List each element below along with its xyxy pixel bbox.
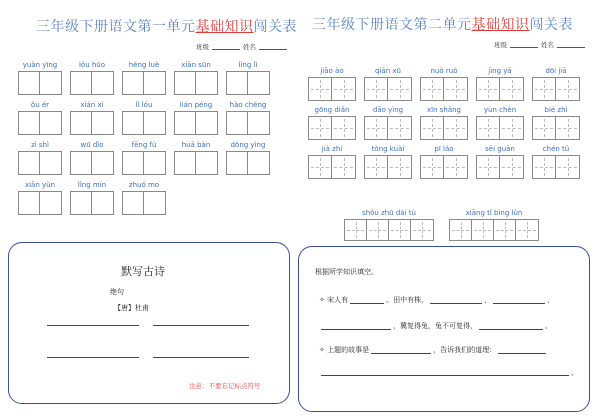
write-box[interactable] [248,152,269,174]
answer-blank[interactable] [479,322,543,330]
pinyin-label: héng luè [128,61,160,69]
write-box[interactable] [196,112,217,134]
write-box[interactable] [71,72,92,94]
write-box[interactable] [196,72,217,94]
pinyin-label: xiān yùn [24,181,56,189]
poem-answer-line[interactable] [47,357,139,358]
answer-blank[interactable] [498,346,546,354]
pinyin-label: shǒu zhū dài tù [362,209,416,217]
write-box[interactable] [123,192,144,214]
left-word-1-4 [174,60,218,95]
left-word-3-5 [226,140,270,175]
pinyin-label: dōi jiā [545,67,567,75]
right-word-1-4 [476,66,524,101]
left-worksheet-title: 三年级下册语文第一单元基础知识闯关表 [36,19,297,35]
write-box[interactable] [472,220,494,240]
right-word-2-3 [420,105,468,140]
write-box[interactable] [365,78,388,100]
pinyin-label: sēi guān [485,145,515,153]
write-box[interactable] [144,192,165,214]
fill-in-card [298,246,590,412]
left-pinyin-grid [18,60,270,215]
question-3-answer-line[interactable] [321,375,569,376]
left-word-3-4 [174,140,218,175]
pinyin-label: zì shì [31,141,49,149]
left-word-1-2 [70,60,114,95]
pinyin-label: bié zhì [544,106,568,114]
write-box[interactable] [389,220,411,240]
write-box[interactable] [309,156,332,178]
poem-card-heading: 默写古诗 [121,265,165,278]
write-box[interactable] [71,112,92,134]
right-word-2-2 [364,105,412,140]
write-box[interactable] [19,72,40,94]
write-box[interactable] [92,72,113,94]
right-idiom-1 [344,208,434,241]
left-word-2-1 [18,100,62,135]
pinyin-label: yùn chèn [483,106,517,114]
write-box[interactable] [411,220,433,240]
pinyin-label: ǒu ér [30,101,50,109]
write-box[interactable] [444,117,467,139]
write-box[interactable] [144,72,165,94]
write-box[interactable] [421,117,444,139]
write-box[interactable] [421,156,444,178]
left-word-4-1 [18,180,62,215]
left-word-3-1 [18,140,62,175]
write-box[interactable] [365,117,388,139]
write-box[interactable] [388,117,411,139]
write-box[interactable] [309,78,332,100]
write-box[interactable] [227,72,248,94]
write-box[interactable] [175,112,196,134]
right-pinyin-grid [308,66,580,179]
pinyin-label: lián péng [179,101,213,109]
poem-card [8,242,290,404]
right-word-1-3 [420,66,468,101]
left-word-2-2 [70,100,114,135]
write-box[interactable] [175,72,196,94]
write-box[interactable] [365,156,388,178]
pinyin-label: dōng yìng [230,141,266,149]
answer-blank[interactable] [350,296,384,304]
right-idiom-2 [449,208,539,241]
right-word-2-1 [308,105,356,140]
question-1: ✧ 宋人有 。田中有株， ， ， [319,296,555,304]
pinyin-label: chén tǔ [542,145,570,153]
write-box[interactable] [19,192,40,214]
write-box[interactable] [123,112,144,134]
pinyin-label: jìng yā [488,67,512,75]
left-title-highlight: 基础知识 [195,19,254,35]
right-word-3-5 [532,144,580,179]
write-box[interactable] [92,112,113,134]
write-box[interactable] [345,220,367,240]
write-box[interactable] [477,156,500,178]
left-word-2-3 [122,100,166,135]
right-word-1-1 [308,66,356,101]
write-box[interactable] [367,220,389,240]
write-box[interactable] [556,117,579,139]
left-word-1-3 [122,60,166,95]
poem-answer-line[interactable] [47,325,139,326]
pinyin-label: huā bàn [181,141,211,149]
write-box[interactable] [477,117,500,139]
write-box[interactable] [227,112,248,134]
answer-blank[interactable] [493,296,545,304]
right-class-name-fields: 班级 姓名 [494,40,588,49]
pinyin-label: xiān sūn [181,61,211,69]
pinyin-label: pī láo [434,145,454,153]
pinyin-label: xián xì [80,101,104,109]
write-box[interactable] [19,112,40,134]
write-box[interactable] [92,152,113,174]
right-word-3-2 [364,144,412,179]
right-word-1-2 [364,66,412,101]
pinyin-label: xiāng tǐ bìng lùn [465,209,523,217]
write-box[interactable] [144,112,165,134]
pinyin-label: nuò ruò [430,67,458,75]
write-box[interactable] [40,112,61,134]
pinyin-label: lǐng mín [77,181,107,189]
pinyin-label: gōng diǎn [314,106,350,114]
fill-instruction: 根据所学知识填空。 [315,268,378,276]
write-box[interactable] [92,192,113,214]
write-box[interactable] [444,156,467,178]
left-name-blank[interactable] [259,49,287,50]
right-title-highlight: 基础知识 [471,17,530,33]
write-box[interactable] [533,117,556,139]
poem-answer-line[interactable] [153,357,249,358]
right-class-blank[interactable] [510,47,538,48]
write-box[interactable] [248,72,269,94]
pinyin-label: wū dǐo [80,141,104,149]
pinyin-label: zhuó mo [128,181,160,189]
right-word-3-1 [308,144,356,179]
write-box[interactable] [19,152,40,174]
pinyin-label: xīn shǎng [426,106,461,114]
pinyin-label: yuàn yīng [22,61,58,69]
write-box[interactable] [40,72,61,94]
right-word-3-3 [420,144,468,179]
write-box[interactable] [477,78,500,100]
left-word-2-4 [174,100,218,135]
write-box[interactable] [500,117,523,139]
write-box[interactable] [40,152,61,174]
pinyin-label: lǐ lóu [135,101,153,109]
pinyin-label: tòng kuài [371,145,405,153]
pinyin-label: jiāo ào [320,67,344,75]
right-word-3-4 [476,144,524,179]
left-word-3-3 [122,140,166,175]
write-box[interactable] [332,156,355,178]
left-word-4-2 [70,180,114,215]
write-box[interactable] [332,78,355,100]
write-box[interactable] [40,192,61,214]
write-box[interactable] [556,78,579,100]
write-box[interactable] [556,156,579,178]
answer-blank[interactable] [321,322,391,330]
punctuation-reminder: 注意：不要忘记标点符号 [189,382,261,390]
write-box[interactable] [500,78,523,100]
write-box[interactable] [71,192,92,214]
write-box[interactable] [421,78,444,100]
pinyin-label: jià zhí [321,145,343,153]
left-word-1-5 [226,60,270,95]
left-class-name-fields: 班级 姓名 [196,42,290,51]
answer-blank[interactable] [371,346,431,354]
write-box[interactable] [332,117,355,139]
period-mark: 。 [571,369,578,377]
write-box[interactable] [516,220,538,240]
write-box[interactable] [123,72,144,94]
poem-author: 【唐】杜甫 [114,304,149,312]
write-box[interactable] [196,152,217,174]
write-box[interactable] [533,78,556,100]
write-box[interactable] [500,156,523,178]
write-box[interactable] [450,220,472,240]
right-name-blank[interactable] [557,47,585,48]
write-box[interactable] [144,152,165,174]
write-box[interactable] [388,156,411,178]
pinyin-label: hào chéng [229,101,267,109]
left-word-4-3 [122,180,166,215]
poem-answer-line[interactable] [153,325,249,326]
write-box[interactable] [444,78,467,100]
right-word-2-4 [476,105,524,140]
write-box[interactable] [123,152,144,174]
right-word-1-5 [532,66,580,101]
question-2: ，冀复得兔，兔不可复得， 。 [319,321,552,331]
write-box[interactable] [248,112,269,134]
poem-name: 绝句 [110,288,124,296]
pinyin-label: lóu hūo [78,61,106,69]
question-3: ✧ 上题的故事是 ，告诉我们的道理： [319,345,548,355]
left-word-1-1 [18,60,62,95]
write-box[interactable] [175,152,196,174]
left-word-2-5 [226,100,270,135]
left-word-3-2 [70,140,114,175]
right-word-2-5 [532,105,580,140]
write-box[interactable] [71,152,92,174]
pinyin-label: qiān xū [375,67,401,75]
pinyin-label: dāo yìng [372,106,404,114]
left-class-blank[interactable] [212,49,240,50]
write-box[interactable] [388,78,411,100]
answer-blank[interactable] [430,296,482,304]
right-worksheet-title: 三年级下册语文第二单元基础知识闯关表 [312,17,573,33]
write-box[interactable] [494,220,516,240]
write-box[interactable] [227,152,248,174]
pinyin-label: lìng lì [238,61,258,69]
pinyin-label: fēng fù [131,141,157,149]
write-box[interactable] [309,117,332,139]
write-box[interactable] [533,156,556,178]
